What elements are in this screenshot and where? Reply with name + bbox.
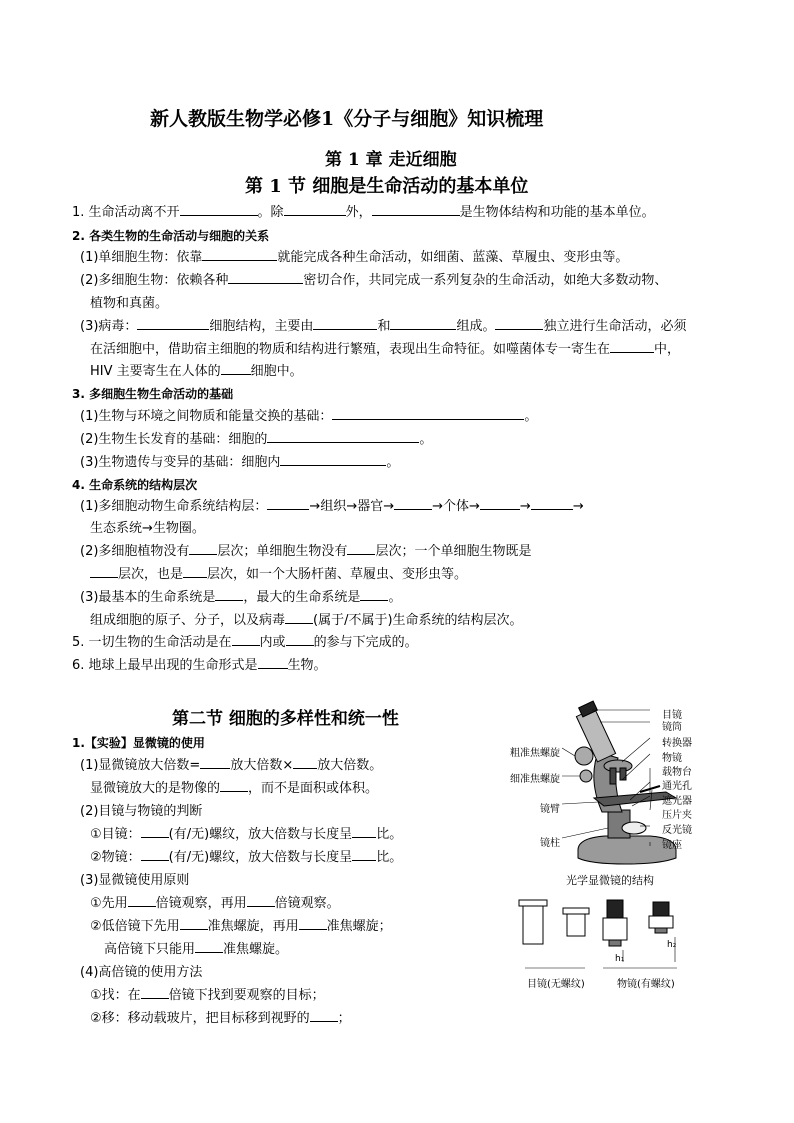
label-eyepiece: 目镜 — [662, 710, 682, 721]
label-diaphragm: 遮光器 — [662, 796, 692, 807]
blank — [360, 589, 388, 601]
text: 准焦螺旋。 — [223, 942, 289, 957]
s2-l2 — [90, 780, 378, 798]
blank — [610, 341, 654, 353]
label-coarse-knob: 粗准焦螺旋 — [510, 748, 560, 759]
blank — [284, 204, 346, 216]
blank — [180, 918, 208, 930]
text: ，而不是面积或体积。 — [248, 781, 379, 796]
figure-caption: 光学显微镜的结构 — [566, 874, 654, 887]
label-mirror: 反光镜 — [662, 825, 692, 836]
blank — [299, 918, 327, 930]
blank — [232, 634, 260, 646]
s1-q4-title: 4. 生命系统的结构层次 — [72, 478, 198, 492]
s1-q4-3 — [80, 589, 401, 607]
s1-q5 — [72, 634, 418, 652]
blank — [141, 987, 169, 999]
text: 层次；单细胞生物没有 — [217, 544, 348, 559]
s2-q1-title: 1.【实验】显微镜的使用 — [72, 736, 205, 750]
text: 倍镜下找到要观察的目标； — [168, 988, 325, 1003]
s1-q3-1 — [80, 408, 537, 426]
text: 。 — [388, 590, 402, 605]
text: (1)单细胞生物：依靠 — [80, 250, 203, 265]
text: (2)多细胞植物没有 — [80, 544, 190, 559]
blank — [195, 941, 223, 953]
label-objective: 物镜 — [662, 753, 682, 764]
blank — [189, 543, 217, 555]
text: 在活细胞中，借助宿主细胞的物质和结构进行繁殖，表现出生命特征。如噬菌体专一寄生在 — [90, 342, 611, 357]
s2-l9 — [104, 941, 288, 959]
text: (3)病毒： — [80, 319, 138, 334]
s1-q3-3 — [80, 454, 399, 472]
section1-title: 第 1 节 细胞是生命活动的基本单位 — [245, 176, 529, 197]
s1-q2-1 — [80, 249, 628, 267]
text: 高倍镜下只能用 — [104, 942, 196, 957]
blank — [531, 498, 573, 510]
text: (属于/不属于)生命系统的结构层次。 — [313, 613, 523, 628]
label-tube: 镜筒 — [662, 722, 682, 733]
blank — [280, 454, 386, 466]
main-title: 新人教版生物学必修1《分子与细胞》知识梳理 — [150, 108, 544, 130]
text: 5. 一切生物的生命活动是在 — [72, 635, 232, 650]
text: 组成。 — [456, 319, 496, 334]
label-stage: 载物台 — [662, 767, 692, 778]
s1-q4-2 — [80, 543, 531, 561]
blank — [267, 431, 419, 443]
text: 层次，如一个大肠杆菌、草履虫、变形虫等。 — [207, 567, 468, 582]
s2-l1 — [80, 757, 382, 775]
text: (1)显微镜放大倍数= — [80, 758, 201, 773]
text: (有/无)螺纹，放大倍数与长度呈 — [168, 850, 353, 865]
text: ②低倍镜下先用 — [90, 919, 180, 934]
text: ； — [337, 1011, 351, 1026]
s1-q2-3 — [80, 318, 686, 336]
s1-q2-3b — [90, 341, 680, 359]
text: 。 — [524, 409, 538, 424]
s2-l10: (4)高倍镜的使用方法 — [80, 965, 203, 980]
text: 是生物体结构和功能的基本单位。 — [459, 205, 655, 220]
text: ②移：移动载玻片，把目标移到视野的 — [90, 1011, 310, 1026]
blank — [347, 543, 375, 555]
text: → — [519, 499, 531, 514]
text: (3)生物遗传与变异的基础：细胞内 — [80, 455, 281, 470]
label-clip: 压片夹 — [662, 810, 692, 821]
text: (1)生物与环境之间物质和能量交换的基础： — [80, 409, 333, 424]
blank — [141, 826, 169, 838]
text: (3)最基本的生命系统是 — [80, 590, 216, 605]
text: 比。 — [376, 850, 403, 865]
s1-q3-2 — [80, 431, 432, 449]
text: 6. 地球上最早出现的生命形式是 — [72, 658, 258, 673]
blank — [286, 634, 314, 646]
blank — [128, 895, 156, 907]
blank — [141, 849, 169, 861]
text: 准焦螺旋； — [326, 919, 392, 934]
text: ①找：在 — [90, 988, 141, 1003]
s1-q3-title: 3. 多细胞生物生命活动的基础 — [72, 387, 234, 401]
chapter-title: 第 1 章 走近细胞 — [325, 150, 457, 170]
blank — [480, 498, 520, 510]
blank — [228, 272, 303, 284]
text: →组织→器官→ — [309, 499, 395, 514]
blank — [495, 318, 543, 330]
blank — [394, 498, 432, 510]
text: 组成细胞的原子、分子，以及病毒 — [90, 613, 286, 628]
blank — [293, 757, 317, 769]
text: 显微镜放大的是物像的 — [90, 781, 221, 796]
objective-caption: 物镜(有螺纹) — [617, 979, 675, 990]
s2-l4 — [90, 826, 402, 844]
text: (1)多细胞动物生命系统结构层： — [80, 499, 268, 514]
s2-l8 — [90, 918, 392, 936]
text: ，最大的生命系统是 — [243, 590, 361, 605]
text: (有/无)螺纹，放大倍数与长度呈 — [168, 827, 353, 842]
text: ①目镜： — [90, 827, 141, 842]
s1-q4-2b — [90, 566, 467, 584]
text: HIV 主要寄生在人体的 — [90, 364, 221, 379]
text: 就能完成各种生命活动，如细菌、蓝藻、草履虫、变形虫等。 — [277, 250, 629, 265]
label-fine-knob: 细准焦螺旋 — [510, 774, 560, 785]
s1-q2-2b: 植物和真菌。 — [90, 296, 169, 311]
text: 。 — [419, 432, 433, 447]
text: 的参与下完成的。 — [313, 635, 418, 650]
label-base: 镜座 — [662, 840, 682, 851]
text: 细胞结构，主要由 — [209, 319, 314, 334]
text: 准焦螺旋，再用 — [207, 919, 299, 934]
text: 倍镜观察。 — [274, 896, 340, 911]
blank — [352, 826, 376, 838]
blank — [137, 318, 209, 330]
text: 外， — [345, 205, 372, 220]
text: 。除 — [257, 205, 284, 220]
s1-q2-2 — [80, 272, 667, 290]
text: ②物镜： — [90, 850, 141, 865]
text: 1. 生命活动离不开 — [72, 205, 180, 220]
blank — [285, 612, 313, 624]
blank — [183, 566, 207, 578]
text: →个体→ — [432, 499, 480, 514]
label-pillar: 镜柱 — [540, 838, 560, 849]
s2-l6: (3)显微镜使用原则 — [80, 873, 190, 888]
text: 。 — [386, 455, 400, 470]
label-h2: h₂ — [667, 940, 677, 950]
text: 层次；一个单细胞生物既是 — [375, 544, 532, 559]
text: 细胞中。 — [250, 364, 303, 379]
label-nosepiece: 转换器 — [662, 738, 692, 749]
blank — [247, 895, 275, 907]
text: 中， — [654, 342, 681, 357]
text: → — [572, 499, 584, 514]
blank — [202, 249, 277, 261]
s1-q2-title: 2. 各类生物的生命活动与细胞的关系 — [72, 229, 270, 243]
text: 比。 — [376, 827, 403, 842]
label-aperture: 通光孔 — [662, 781, 692, 792]
blank — [90, 566, 118, 578]
text: 生物。 — [287, 658, 327, 673]
s2-l12 — [90, 1010, 351, 1028]
s1-q4-1 — [80, 498, 584, 516]
s1-q4-1b: 生态系统→生物圈。 — [90, 521, 205, 536]
lenses-diagram — [515, 890, 695, 972]
blank — [352, 849, 376, 861]
text: 倍镜观察，再用 — [155, 896, 247, 911]
blank — [372, 204, 460, 216]
s1-q1 — [72, 204, 655, 222]
s1-q4-3b — [90, 612, 523, 630]
blank — [390, 318, 456, 330]
s2-l3: (2)目镜与物镜的判断 — [80, 804, 203, 819]
text: 和 — [377, 319, 391, 334]
s1-q6 — [72, 657, 327, 675]
blank — [221, 363, 251, 375]
blank — [313, 318, 377, 330]
blank — [267, 498, 309, 510]
s1-q2-3c — [90, 363, 303, 381]
blank — [215, 589, 243, 601]
blank — [332, 408, 524, 420]
text: (2)多细胞生物：依赖各种 — [80, 273, 229, 288]
text: ①先用 — [90, 896, 128, 911]
s2-l11 — [90, 987, 325, 1005]
text: 层次，也是 — [118, 567, 184, 582]
blank — [310, 1010, 338, 1022]
blank — [200, 757, 230, 769]
text: 内或 — [259, 635, 286, 650]
s2-l5 — [90, 849, 402, 867]
s2-l7 — [90, 895, 340, 913]
text: 放大倍数× — [230, 758, 294, 773]
blank — [220, 780, 248, 792]
text: 放大倍数。 — [317, 758, 383, 773]
eyepiece-caption: 目镜(无螺纹) — [527, 979, 585, 990]
blank — [258, 657, 288, 669]
text: 密切合作，共同完成一系列复杂的生命活动，如绝大多数动物、 — [303, 273, 668, 288]
section2-title: 第二节 细胞的多样性和统一性 — [172, 709, 399, 729]
blank — [180, 204, 258, 216]
label-h1: h₁ — [615, 954, 625, 964]
label-arm: 镜臂 — [540, 804, 560, 815]
text: 独立进行生命活动，必须 — [543, 319, 687, 334]
text: (2)生物生长发育的基础：细胞的 — [80, 432, 268, 447]
